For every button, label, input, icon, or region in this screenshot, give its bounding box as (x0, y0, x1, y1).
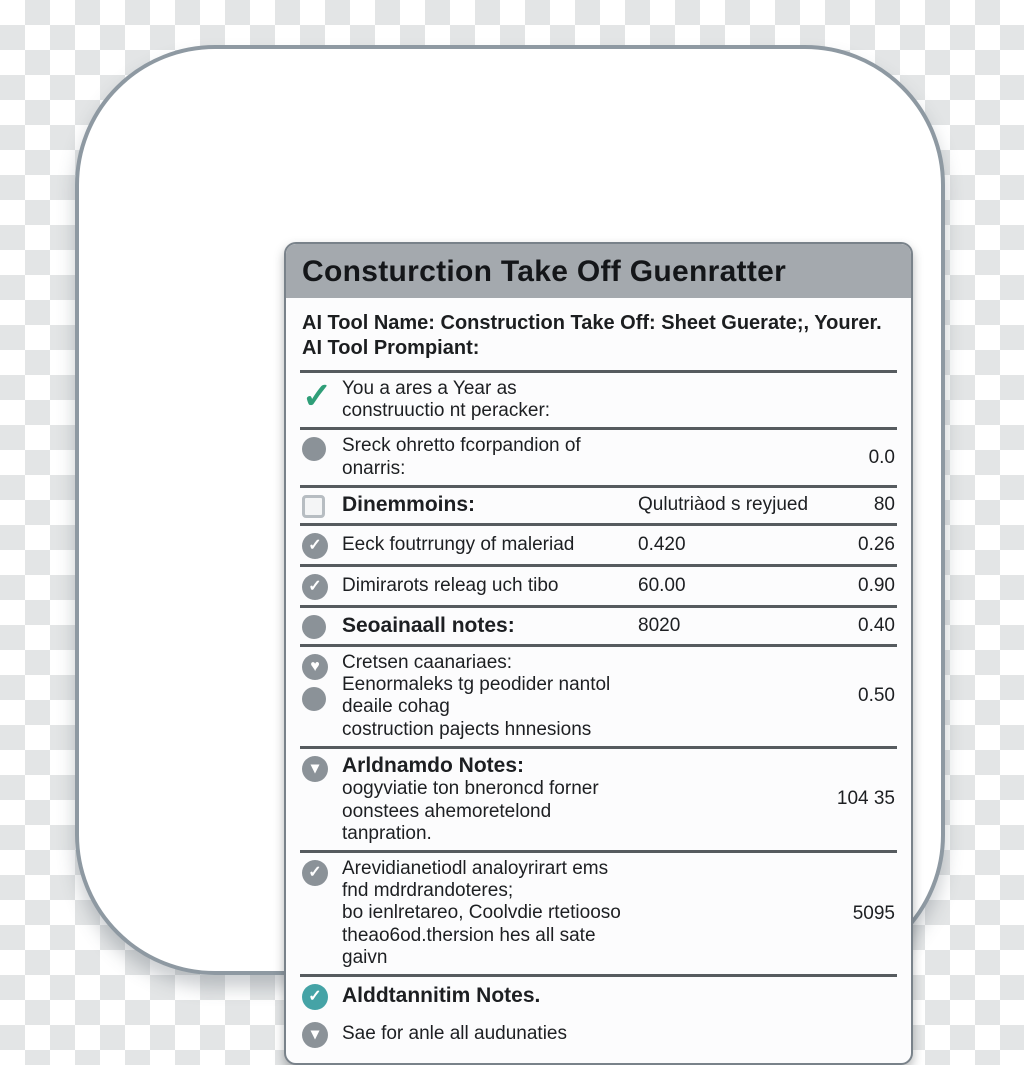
chevron-down-circle-icon[interactable]: ▾ (302, 756, 328, 782)
tool-prompt-line: AI Tool Prompiant: (302, 337, 480, 359)
row-label: Alddtannitim Notes. (342, 983, 541, 1007)
panel-title: Consturction Take Off Guenratter (286, 244, 911, 298)
table-row (300, 1015, 897, 1053)
row-value: 0.50 (858, 685, 895, 707)
takeoff-generator-panel (284, 242, 913, 1065)
table-row (300, 749, 897, 853)
app-icon-card (75, 45, 945, 1044)
checklist-table (300, 370, 897, 1053)
check-circle-icon[interactable]: ✓ (302, 574, 328, 600)
row-label: Arldnamdo Notes: (342, 753, 525, 777)
row-label: You a ares a Year as (342, 378, 517, 399)
row-label: Dimirarots releag uch tibo (342, 574, 559, 596)
row-label: costruction pajects hnnesions (342, 718, 592, 740)
check-circle-teal-icon[interactable]: ✓ (302, 984, 328, 1010)
table-row (300, 647, 897, 749)
row-value: 0.90 (858, 574, 895, 596)
row-value: 0.26 (858, 533, 895, 555)
table-row (300, 373, 897, 430)
row-label: Sreck ohretto fcorpandion of onarris: (342, 435, 581, 479)
tool-intro (286, 298, 911, 370)
check-icon: ✓ (302, 375, 333, 416)
bullet-icon (302, 615, 326, 639)
table-row (300, 853, 897, 977)
row-value: 80 (873, 494, 895, 516)
table-row (300, 430, 897, 487)
row-label: Cretsen caanariaes: (342, 651, 513, 673)
check-circle-icon[interactable]: ✓ (302, 533, 328, 559)
row-label: Sae for anle all audunaties (342, 1022, 567, 1044)
row-mid-value: Qulutriàod s reyjued (638, 494, 809, 516)
row-mid-value: 0.420 (638, 533, 686, 555)
bullet-icon (302, 687, 326, 711)
chevron-down-circle-icon[interactable]: ▾ (302, 1022, 328, 1048)
row-label: Eeck foutrrungy of maleriad (342, 533, 575, 555)
row-label: Arevidianetiodl analoyrirart ems fnd mdrdrandoteres; (342, 857, 609, 902)
table-row (300, 526, 897, 567)
row-value: 0.0 (868, 446, 895, 468)
row-mid-value: 60.00 (638, 574, 686, 596)
table-row (300, 488, 897, 526)
checkbox-icon[interactable] (302, 495, 325, 518)
table-row (300, 608, 897, 647)
row-value: 5095 (852, 902, 895, 924)
tool-name-line: AI Tool Name: Construction Take Off: Sheet Guerate;, Yourer. (302, 312, 882, 334)
row-mid-value: 8020 (638, 614, 681, 636)
row-label: Seoainaall notes: (342, 613, 515, 637)
row-value: 0.40 (858, 614, 895, 636)
row-label: Eenormaleks tg peodider nantol deaile cohag (342, 674, 611, 718)
row-label: construuctio nt peracker: (342, 400, 551, 422)
row-label: Dinemmoins: (342, 493, 476, 517)
heart-circle-icon: ♥ (302, 654, 328, 680)
bullet-icon (302, 437, 326, 461)
table-row (300, 567, 897, 608)
row-sub-label: bo ienlretareo, Coolvdie rtetiooso theao6od.thersion hes all sate gaivn (342, 902, 621, 968)
row-sub-label: oogyviatie ton bneroncd forner oonstees ahemoretelond tanpration. (342, 778, 599, 844)
table-row (300, 977, 897, 1015)
check-circle-icon[interactable]: ✓ (302, 860, 328, 886)
row-value: 104 35 (836, 788, 895, 810)
